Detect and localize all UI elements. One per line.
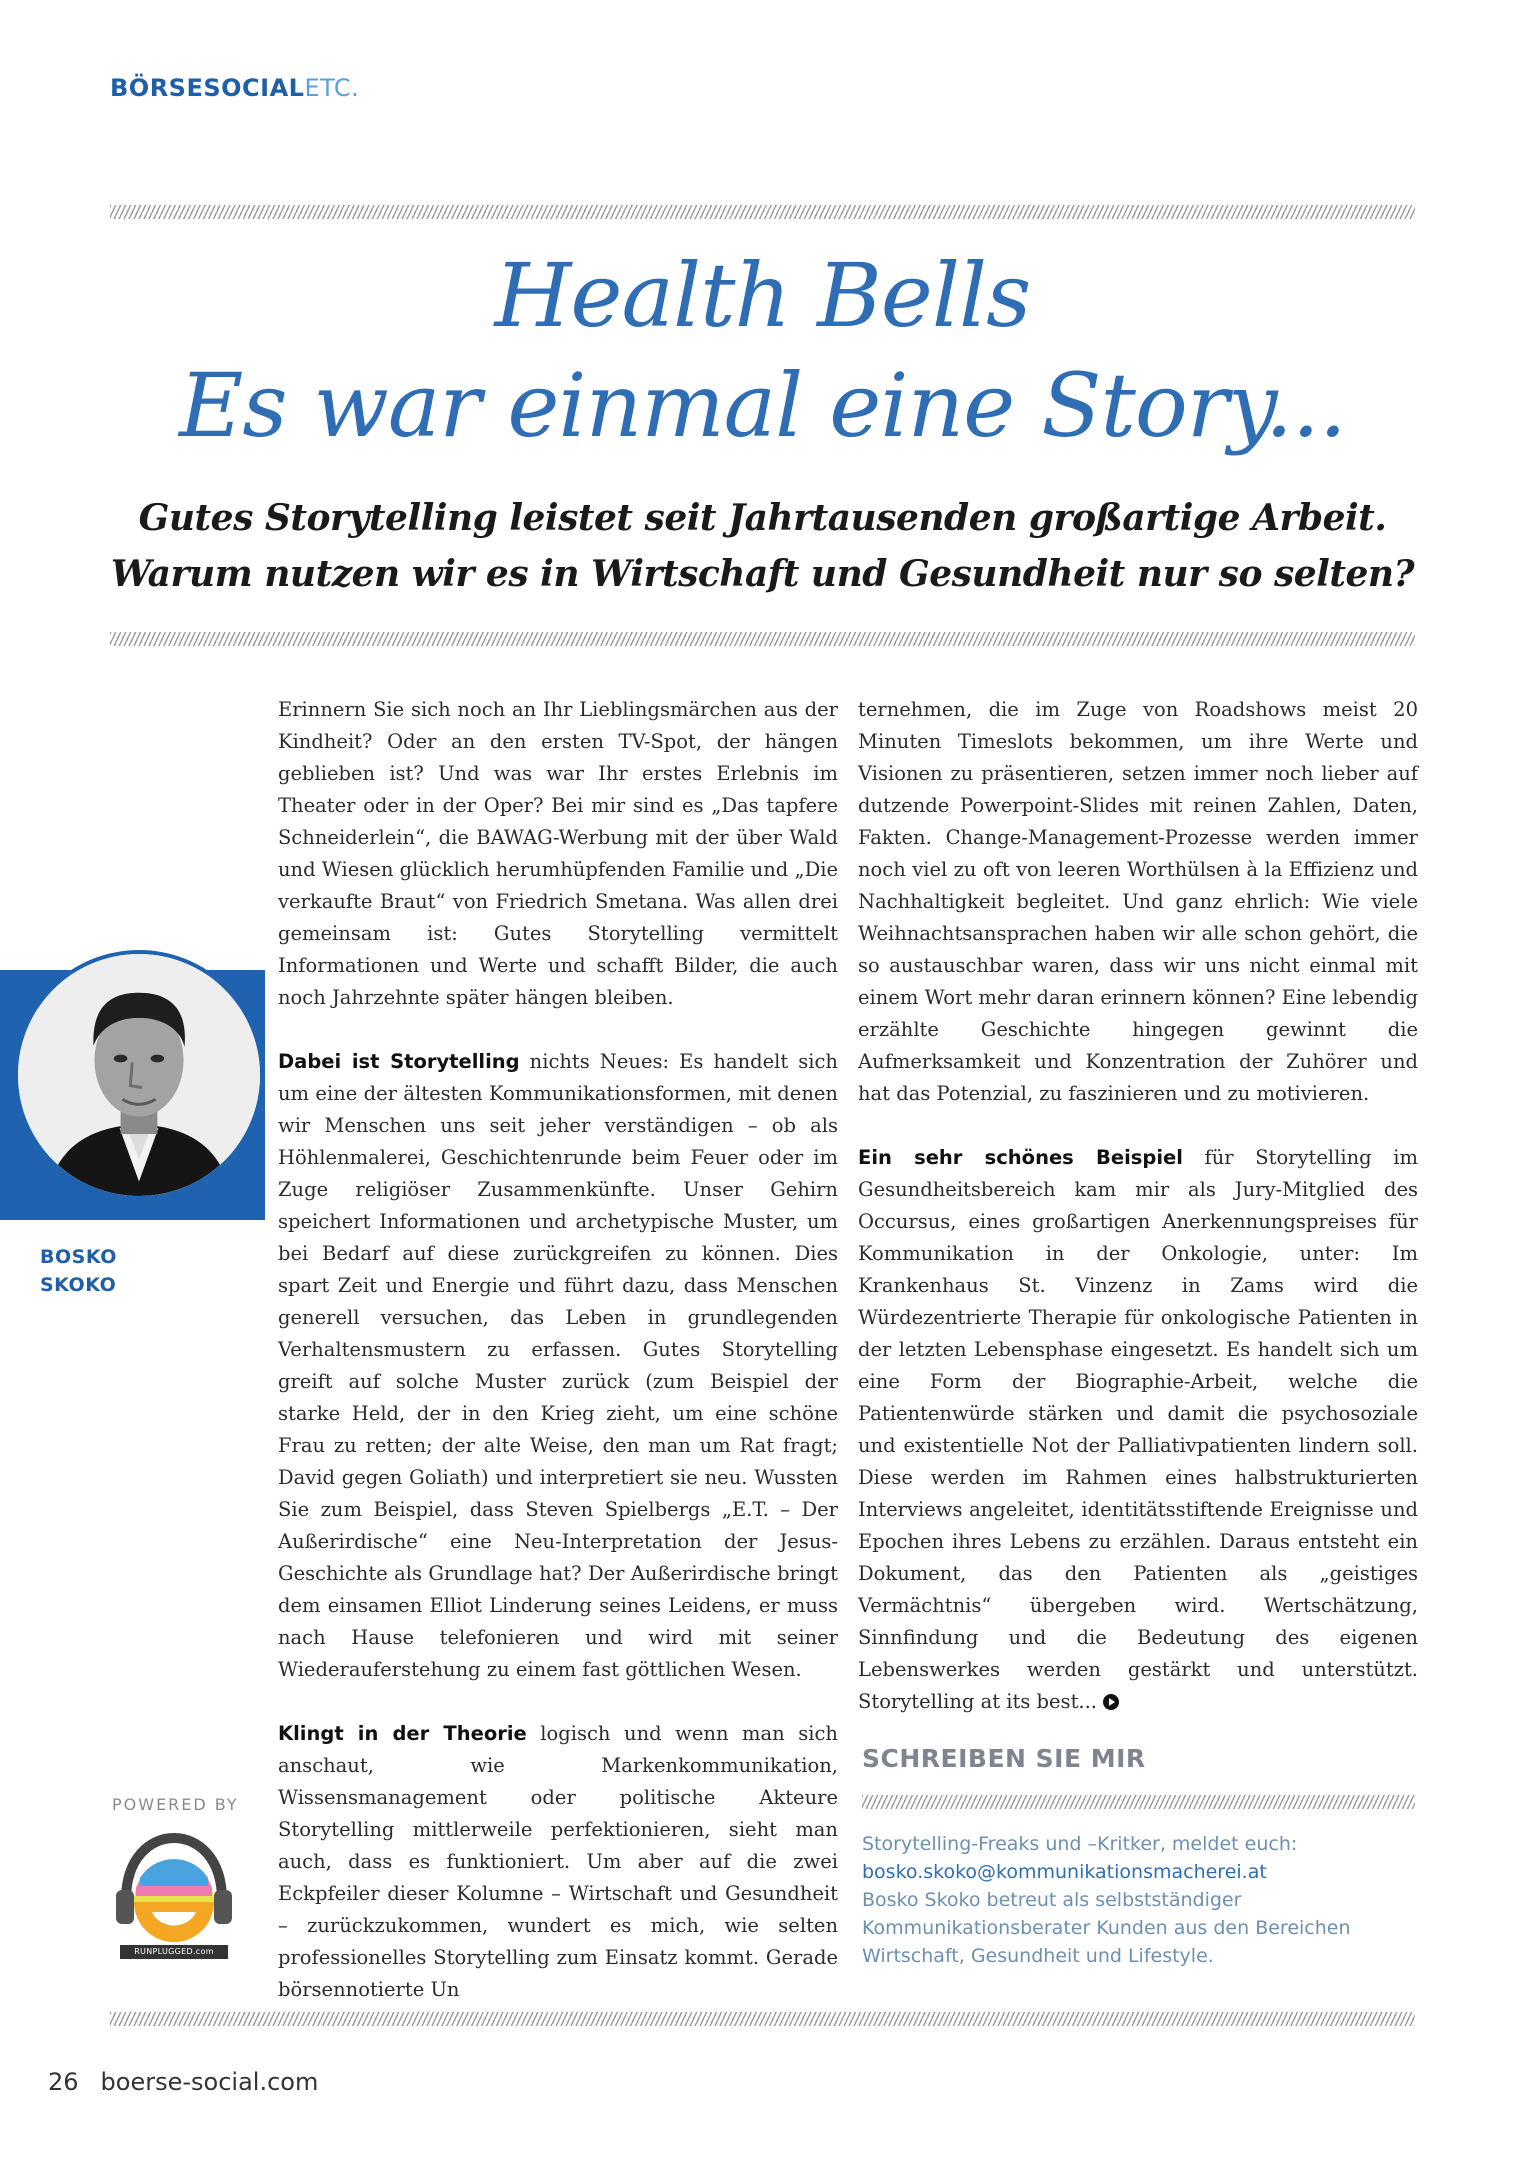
masthead-brand: BÖRSESOCIAL [110, 74, 305, 102]
contact-box [862, 1830, 1422, 1970]
footer-divider [110, 2012, 1415, 2026]
runplugged-logo[interactable] [112, 1830, 236, 1960]
subtitle-line-2: Warum nutzen wir es in Wirtschaft und Gesundheit nur so selten? [110, 553, 1415, 595]
article-column-1 [278, 694, 838, 1686]
paragraph-2-text: nichts Neues: Es handelt sich um eine der ältesten Kommunikationsformen, mit denen wir Menschen uns seit jeher verständigen – ob als Höhlenmalerei, Geschichtenrunde beim Feuer oder im Zuge religiöser Zusammenkünfte. Unser Gehirn speichert Informationen und archetypische Muster, um bei Bedarf auf diese zurückgreifen zu können. Dies spart Zeit und Energie und führt dazu, dass Menschen generell versuchen, das Leben in grundlegenden Verhaltensmustern zu erfassen. Gutes Storytelling greift auf solche Muster zurück (zum Beispiel der starke Held, der in den Krieg zieht, um eine schöne Frau zu retten; der alte Weise, den man um Rat fragt; David gegen Goliath) und interpretiert sie neu. Wussten Sie zum Beispiel, dass Steven Spielbergs „E.T. – Der Außerirdische“ eine Neu-Interpretation der Jesus-Geschichte als Grundlage hat? Der Außerirdische bringt dem einsamen Elliot Linderung seines Leidens, er muss nach Hause telefonieren und wird mit seiner Wiederauferstehung zu einem fast göttlichen Wesen. [278, 1050, 838, 1681]
paragraph-4-text: für Storytelling im Gesundheitsbereich kam mir als Jury-Mitglied des Occursus, eines großartigen Anerkennungspreises für Kommunikation in der Onkologie, unter: Im Krankenhaus St. Vinzenz in Zams wird die Würdezentrierte Therapie für onkologische Patienten in der letzten Lebensphase eingesetzt. Es handelt sich um eine Form der Biographie-Arbeit, welche die Patientenwürde stärken und damit die psychosoziale und existentielle Not der Palliativpatienten lindern soll. Diese werden im Rahmen eines halbstrukturierten Interviews angeleitet, identitätsstiftende Ereignisse und Epochen ihres Lebens zu erzählen. Daraus entsteht ein Dokument, das den Patienten als „geistiges Vermächtnis“ übergeben wird. Wertschätzung, Sinnfindung und die Bedeutung des eigenen Lebenswerkes werden gestärkt und unterstützt. Storytelling at its best... [858, 1146, 1418, 1713]
subtitle-divider [110, 632, 1415, 646]
article-paragraph-3-end: ternehmen, die im Zuge von Roadshows meist 20 Minuten Timeslots bekommen, um ihre Werte und Visionen zu präsentieren, setzen immer noch lieber auf dutzende Powerpoint-Slides mit reinen Zahlen, Daten, Fakten. Change-Management-Prozesse werden immer noch viel zu oft von leeren Worthülsen à la Effizienz und Nachhaltigkeit begleitet. Und ganz ehrlich: Wie viele Weihnachtsansprachen haben wir alle schon gehört, die so austauschbar waren, dass wir uns nicht einmal mit einem Wort mehr daran erinnern können? Eine lebendig erzählte Geschichte hingegen gewinnt die Aufmerksamkeit und Konzentration der Zuhörer und hat das Potenzial, zu faszinieren und zu motivieren. [858, 698, 1418, 1105]
page-number: 26 [48, 2068, 79, 2096]
sponsor-logo-text: RUNPLUGGED.com [120, 1945, 228, 1959]
masthead-suffix: ETC. [304, 74, 360, 102]
author-name [40, 1243, 117, 1299]
contact-intro: Storytelling-Freaks und –Kritker, meldet euch: [862, 1833, 1298, 1855]
article-paragraph-1: Erinnern Sie sich noch an Ihr Lieblingsmärchen aus der Kindheit? Oder an den ersten TV-Spot, der hängen geblieben ist? Und was war Ihr erstes Erlebnis im Theater oder in der Oper? Bei mir sind es „Das tapfere Schneiderlein“, die BAWAG-Werbung mit der über Wald und Wiesen glücklich herumhüpfenden Familie und „Die verkaufte Braut“ von Friedrich Smetana. Was allen drei gemeinsam ist: Gutes Storytelling vermittelt Informationen und Werte und schafft Bilder, die auch noch Jahrzehnte später hängen bleiben. [278, 698, 838, 1009]
contact-heading: SCHREIBEN SIE MIR [862, 1744, 1146, 1773]
powered-by-label: POWERED BY [112, 1795, 239, 1814]
top-divider [110, 205, 1415, 219]
paragraph-4-lead: Ein sehr schönes Beispiel [858, 1146, 1183, 1169]
title-line-1: Health Bells [494, 244, 1031, 347]
footer [48, 2068, 318, 2096]
footer-site[interactable]: boerse-social.com [100, 2068, 319, 2096]
author-portrait [14, 950, 264, 1200]
end-mark-icon [1103, 1694, 1119, 1710]
article-paragraph-2 [278, 1046, 838, 1686]
paragraph-2-lead: Dabei ist Storytelling [278, 1050, 520, 1073]
paragraph-3-text-start: logisch und wenn man sich anschaut, wie Markenkommunikation, Wissensmanagement oder politische Akteure Storytelling mittlerweile perfektionieren, sieht man auch, dass es funktioniert. Um aber auf die zwei Eckpfeiler dieser Kolumne – Wirtschaft und Gesundheit – zurückzukommen, wundert es mich, wie selten professionelles Storytelling zum Einsatz kommt. Gerade börsennotierte Un [278, 1722, 838, 2001]
paragraph-3-lead: Klingt in der Theorie [278, 1722, 527, 1745]
contact-bio: Bosko Skoko betreut als selbstständiger Kommunikationsberater Kunden aus den Bereichen Wirtschaft, Gesundheit und Lifestyle. [862, 1889, 1351, 1967]
article-column-2 [858, 694, 1418, 1718]
article-paragraph-4 [858, 1142, 1418, 1718]
contact-divider [862, 1795, 1415, 1809]
article-paragraph-3-start [278, 1718, 838, 2006]
portrait-image [18, 954, 260, 1196]
subtitle [110, 490, 1415, 602]
subtitle-line-1: Gutes Storytelling leistet seit Jahrtausenden großartige Arbeit. [138, 497, 1387, 539]
contact-email-link[interactable]: bosko.skoko@kommunikationsmacherei.at [862, 1861, 1267, 1883]
title-line-2: Es war einmal eine Story... [179, 354, 1346, 457]
article-column-1-bottom [278, 1718, 838, 2006]
masthead [110, 74, 359, 102]
author-first-name: BOSKO [40, 1246, 117, 1268]
author-last-name: SKOKO [40, 1274, 117, 1296]
headphones-smiley-icon [112, 1830, 236, 1960]
